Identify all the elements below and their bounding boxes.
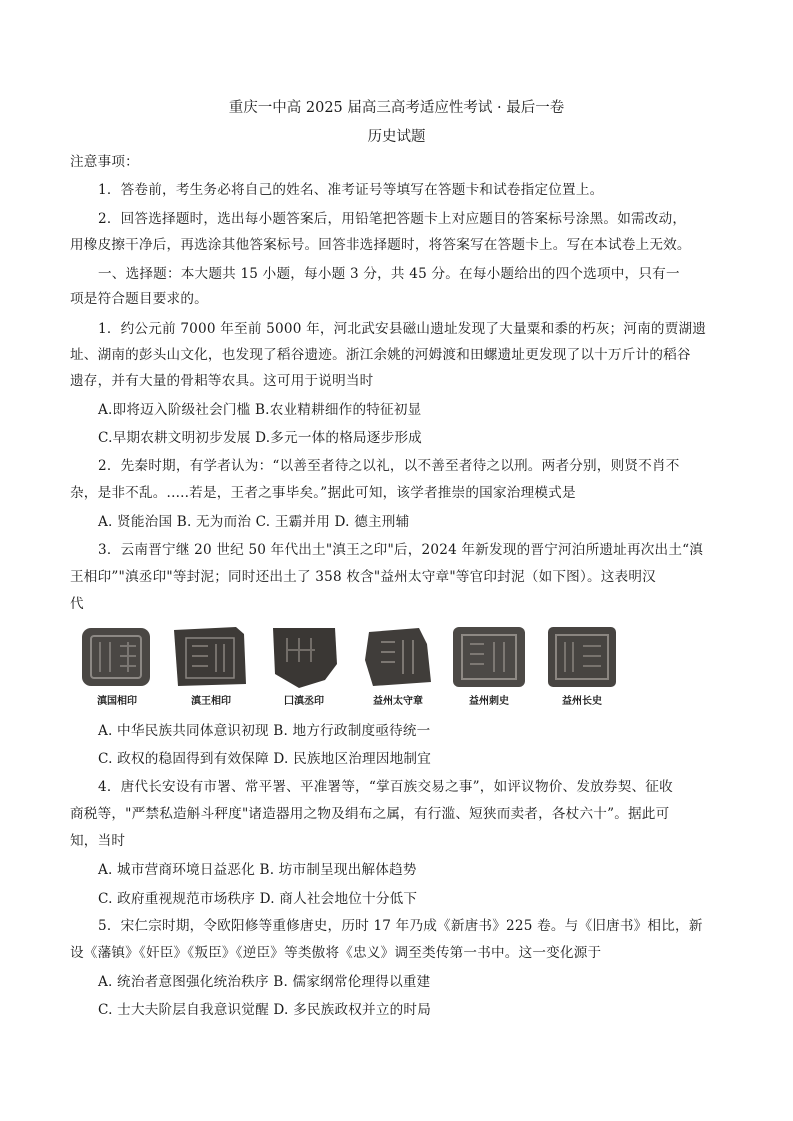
seal-4 xyxy=(359,624,437,712)
q4-line-1: 4．唐代长安设有市署、常平署、平准署等，“掌百族交易之事”，如评议物价、发放券契、征收 xyxy=(98,779,673,795)
notes-item-2-line-1: 2．回答选择题时，选出每小题答案后，用铅笔把答题卡上对应题目的答案标号涂黑。如需改动， xyxy=(98,211,687,227)
seal-clay-icon xyxy=(78,624,156,690)
seal-clay-icon xyxy=(172,624,250,690)
seal-clay-icon xyxy=(359,624,437,690)
q1-options-cd: C.早期农耕文明初步发展 D.多元一体的格局逐步形成 xyxy=(98,430,422,446)
notes-heading: 注意事项： xyxy=(70,154,139,170)
q4-options-ab: A. 城市营商环境日益恶化 B. 坊市制呈现出解体趋势 xyxy=(98,862,417,878)
q4-options-cd: C. 政府重视规范市场秩序 D. 商人社会地位十分低下 xyxy=(98,891,418,907)
seal-clay-icon xyxy=(450,624,528,690)
q5-options-ab: A. 统治者意图强化统治秩序 B. 儒家纲常伦理得以重建 xyxy=(98,974,431,990)
notes-item-1: 1．答卷前，考生务必将自己的姓名、准考证号等填写在答题卡和试卷指定位置上。 xyxy=(98,182,604,198)
q3-options-cd: C. 政权的稳固得到有效保障 D. 民族地区治理因地制宜 xyxy=(98,751,432,767)
exam-title: 重庆一中高 2025 届高三高考适应性考试 · 最后一卷 xyxy=(228,100,565,116)
q1-line-3: 遗存，并有大量的骨耜等农具。这可用于说明当时 xyxy=(70,373,374,389)
q3-line-2: 王相印”"滇丞印"等封泥；同时还出土了 358 枚含"益州太守章"等官印封泥（如下图）。这表明汉 xyxy=(70,569,656,585)
seal-caption: 囗滇丞印 xyxy=(284,696,324,707)
seal-2 xyxy=(172,624,250,712)
seal-clay-icon xyxy=(543,624,621,690)
exam-subtitle: 历史试题 xyxy=(367,129,426,145)
q2-line-1: 2．先秦时期，有学者认为：“以善至者待之以礼，以不善至者待之以刑。两者分别，则贤不肖不 xyxy=(98,458,680,474)
q4-line-2: 商税等，"严禁私造斛斗秤度"诸造器用之物及绢布之属，有行滥、短狭而卖者，各杖六十”。据此可 xyxy=(70,806,670,822)
seal-5 xyxy=(450,624,528,712)
q1-line-2: 址、湖南的彭头山文化，也发现了稻谷遗迹。浙江余姚的河姆渡和田螺遗址更发现了以十万斤计的稻谷 xyxy=(70,347,691,363)
q2-options: A. 贤能治国 B. 无为而治 C. 王霸并用 D. 德主刑辅 xyxy=(98,514,410,530)
q3-options-ab: A. 中华民族共同体意识初现 B. 地方行政制度亟待统一 xyxy=(98,723,431,739)
seal-caption: 滇王相印 xyxy=(191,696,231,707)
seal-caption: 益州刺史 xyxy=(469,696,509,707)
seal-6 xyxy=(543,624,621,712)
seal-1 xyxy=(78,624,156,712)
q5-line-1: 5．宋仁宗时期，令欧阳修等重修唐史，历时 17 年乃成《新唐书》225 卷。与《旧唐书》相比，新 xyxy=(98,918,703,934)
q2-line-2: 杂，是非不乱。.....若是，王者之事毕矣。”据此可知，该学者推崇的国家治理模式是 xyxy=(70,485,576,501)
section-heading-line-1: 一、选择题：本大题共 15 小题，每小题 3 分，共 45 分。在每小题给出的四个选项中，只有一 xyxy=(98,266,680,282)
q3-line-1: 3．云南晋宁继 20 世纪 50 年代出土"滇王之印"后，2024 年新发现的晋宁河泊所遗址再次出土“滇 xyxy=(98,542,704,558)
seal-clay-icon xyxy=(265,624,343,690)
q1-line-1: 1．约公元前 7000 年至前 5000 年，河北武安县磁山遗址发现了大量粟和黍的朽灰；河南的贾湖遗 xyxy=(98,321,707,337)
seal-3 xyxy=(265,624,343,712)
notes-item-2-line-2: 用橡皮擦干净后，再选涂其他答案标号。回答非选择题时，将答案写在答题卡上。写在本试卷上无效。 xyxy=(70,237,691,253)
q5-options-cd: C. 士大夫阶层自我意识觉醒 D. 多民族政权并立的时局 xyxy=(98,1002,432,1018)
seal-caption: 益州太守章 xyxy=(373,696,423,707)
q3-line-3: 代 xyxy=(70,596,84,612)
q5-line-2: 设《藩镇》《奸臣》《叛臣》《逆臣》等类傲将《忠义》调至类传第一书中。这一变化源于 xyxy=(70,945,602,961)
q4-line-3: 知，当时 xyxy=(70,833,126,849)
section-heading-line-2: 项是符合题目要求的。 xyxy=(70,291,208,307)
seal-caption: 益州长史 xyxy=(562,696,602,707)
seal-caption: 滇国相印 xyxy=(97,696,137,707)
q1-options-ab: A.即将迈入阶级社会门槛 B.农业精耕细作的特征初显 xyxy=(98,402,422,418)
clay-seal-figure xyxy=(78,624,638,712)
